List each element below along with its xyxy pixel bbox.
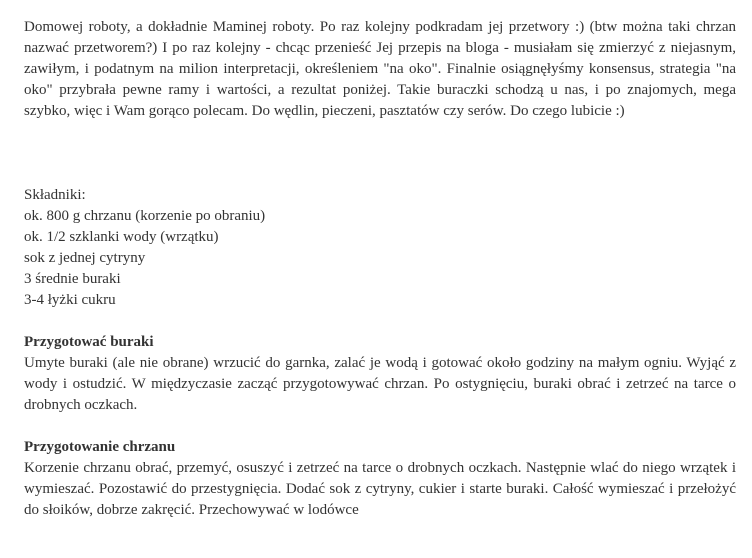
ingredient-item: 3-4 łyżki cukru	[24, 292, 116, 308]
ingredient-item: ok. 1/2 szklanki wody (wrzątku)	[24, 229, 219, 245]
ingredients-heading: Składniki:	[24, 187, 86, 203]
section-body: Korzenie chrzanu obrać, przemyć, osuszyć i zetrzeć na tarce o drobnych oczkach. Następnie wlać do niego wrzątek i wymieszać. Pozostawić do przestygnięcia. Dodać sok z cytryny, cukier i starte buraki. Całość wymieszać i przełożyć do słoików, dobrze zakręcić. Przechowywać w lodówce	[24, 460, 736, 518]
ingredient-item: sok z jednej cytryny	[24, 250, 146, 266]
section-body: Umyte buraki (ale nie obrane) wrzucić do garnka, zalać je wodą i gotować około godziny na małym ogniu. Wyjąć z wody i ostudzić. W międzyczasie zacząć przygotowywać chrzan. Po ostygnięciu, buraki obrać i zetrzeć na tarce o drobnych oczkach.	[24, 355, 736, 413]
section-beets	[24, 332, 736, 416]
spacer	[24, 416, 736, 437]
ingredients-list	[24, 185, 736, 311]
ingredient-item: ok. 800 g chrzanu (korzenie po obraniu)	[24, 208, 266, 224]
intro-paragraph: Domowej roboty, a dokładnie Maminej roboty. Po raz kolejny podkradam jej przetwory :) (btw można taki chrzan nazwać przetworem?) I po raz kolejny - chcąc przenieść Jej przepis na bloga - musiałam się zmierzyć z niejasnym, zawiłym, i podatnym na milion interpretacji, określeniem "na oko". Finalnie osiągnęłyśmy konsensus, strategia "na oko" przybrała pewne ramy i wartości, a rezultat poniżej. Takie buraczki schodzą u nas, i po znajomych, mega szybko, więc i Wam gorąco polecam. Do wędlin, pieczeni, pasztatów czy serów. Do czego lubicie :)	[24, 19, 736, 119]
section-horseradish	[24, 437, 736, 521]
section-title: Przygotowanie chrzanu	[24, 439, 176, 455]
spacer	[24, 122, 736, 185]
section-title: Przygotować buraki	[24, 334, 154, 350]
spacer	[24, 311, 736, 332]
article-body	[24, 17, 736, 521]
ingredient-item: 3 średnie buraki	[24, 271, 121, 287]
